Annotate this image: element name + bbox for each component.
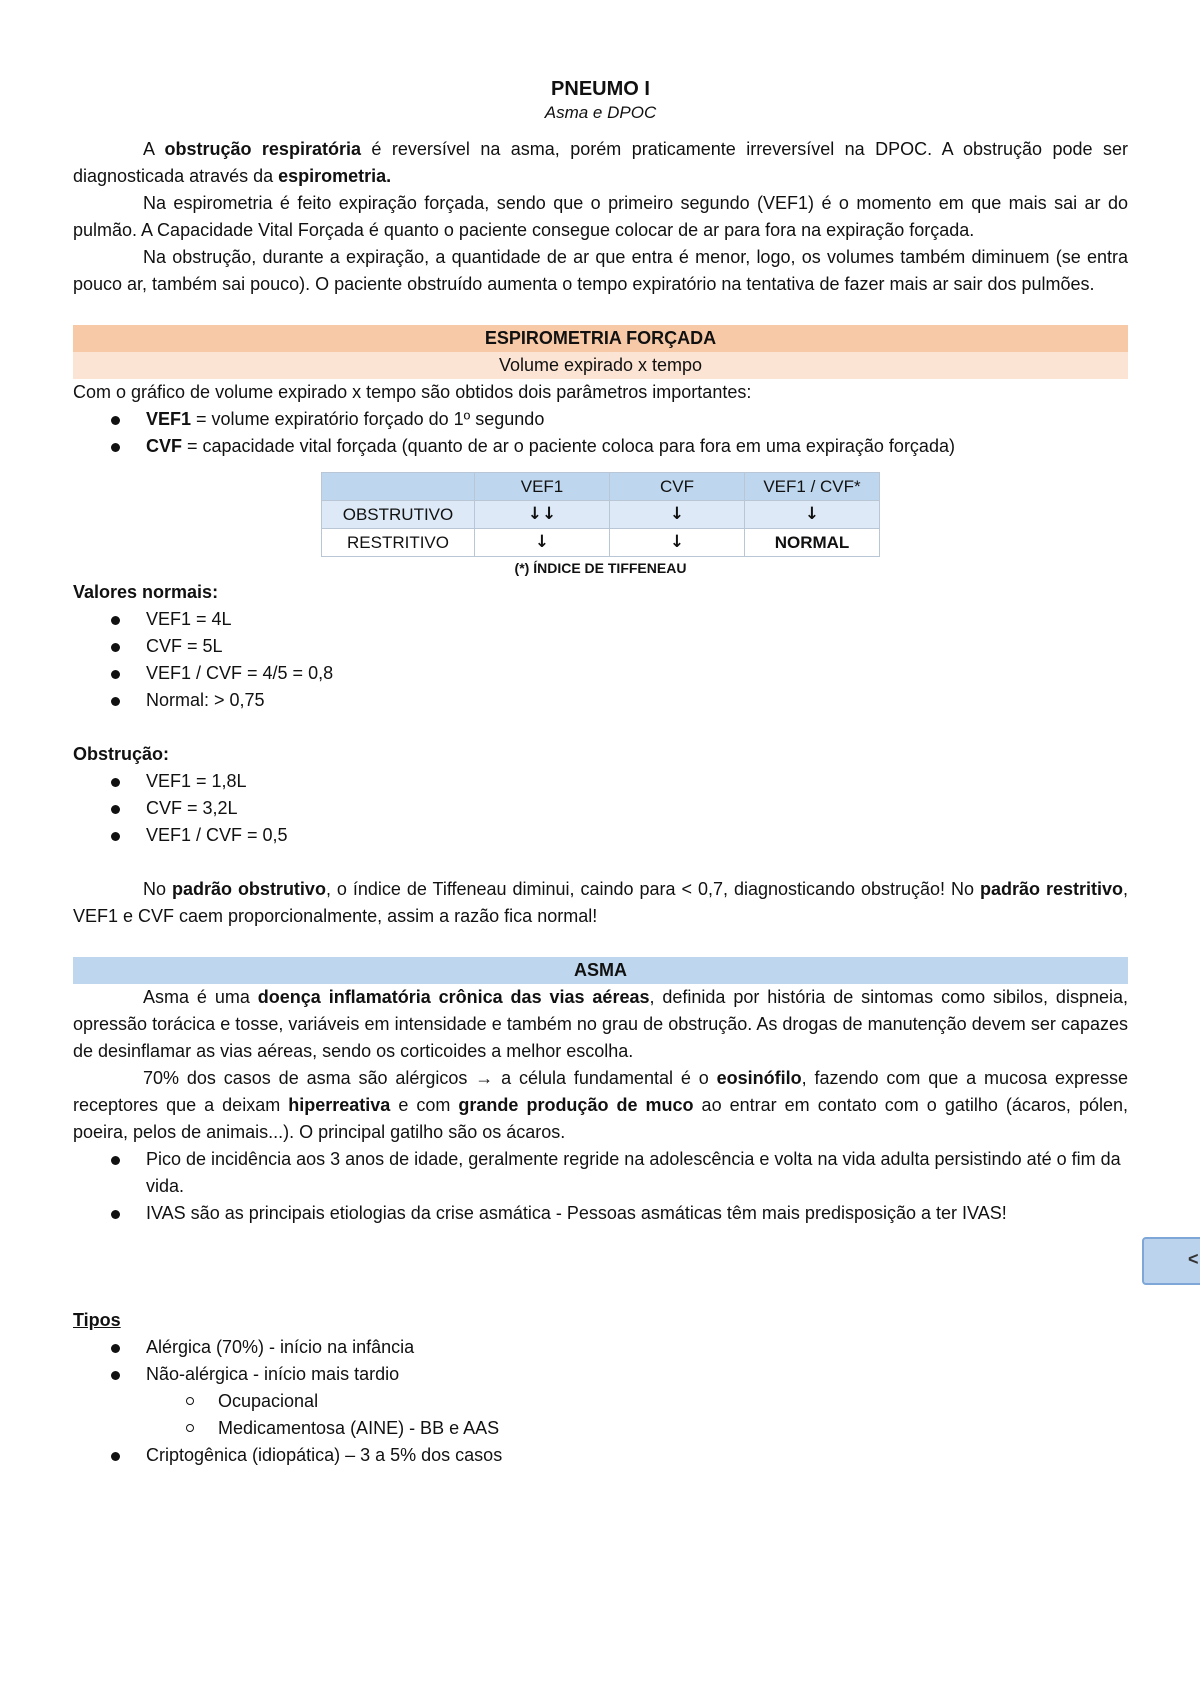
table-header-row <box>322 473 880 501</box>
bold-text: CVF <box>146 436 182 456</box>
bullet-icon <box>111 832 120 841</box>
table-cell: OBSTRUTIVO <box>322 501 475 529</box>
table-header-cell: VEF1 / CVF* <box>745 473 880 501</box>
paragraph <box>73 136 1128 190</box>
table-footnote: (*) ÍNDICE DE TIFFENEAU <box>514 560 687 576</box>
list-item <box>73 406 1128 433</box>
bullet-icon <box>111 616 120 625</box>
circle-bullet-icon <box>186 1424 194 1432</box>
list-item <box>73 660 1128 687</box>
paragraph <box>73 984 1128 1065</box>
tipos-list <box>73 1334 1128 1469</box>
list-item <box>73 1146 1128 1200</box>
bullet-icon <box>111 697 120 706</box>
bold-text: VEF1 <box>146 409 192 429</box>
side-panel-tab[interactable] <box>1142 1237 1200 1285</box>
sub-list-item <box>73 1415 1128 1442</box>
table-row <box>322 501 880 529</box>
asma-paragraphs <box>73 984 1128 1146</box>
page-subtitle: Asma e DPOC <box>544 103 657 122</box>
paragraph <box>73 244 1128 298</box>
bullet-icon <box>111 1371 120 1380</box>
text-run: 70% dos casos de asma são alérgicos → a célula fundamental é o <box>143 1068 717 1088</box>
bullet-icon <box>111 1210 120 1219</box>
list-item-text: Não-alérgica - início mais tardio <box>146 1364 400 1384</box>
bold-text: padrão obstrutivo <box>171 879 326 899</box>
section-header-espirometria: ESPIROMETRIA FORÇADA <box>73 325 1128 352</box>
list-item <box>73 433 1128 460</box>
text-run: = capacidade vital forçada (quanto de ar o paciente coloca para fora em uma expiração forçada) <box>182 436 955 456</box>
list-item-text: Ocupacional <box>218 1391 319 1411</box>
list-item-text: Pico de incidência aos 3 anos de idade, geralmente regride na adolescência e volta na vida adulta persistindo até o fim da vida. <box>146 1149 1121 1196</box>
document-page <box>73 68 1128 1469</box>
list-item-text: Alérgica (70%) - início na infância <box>146 1337 415 1357</box>
tipo-item <box>73 1334 1128 1361</box>
bullet-icon <box>111 778 120 787</box>
page-title: PNEUMO I <box>551 78 650 100</box>
text-run: é reversível na asma, porém praticamente irreversível na DPOC. A obstrução pode ser diagnosticada através da <box>73 139 1128 186</box>
sub-list <box>73 1388 1128 1442</box>
bold-text: hiperreativa <box>288 1095 391 1115</box>
bullet-icon <box>111 805 120 814</box>
bullet-icon <box>111 1452 120 1461</box>
chevron-left-icon: < <box>1188 1249 1199 1269</box>
text-run: e com <box>390 1095 459 1115</box>
espirometria-parameters-list <box>73 406 1128 460</box>
text-run: A <box>143 139 165 159</box>
table-cell: ↓ <box>475 529 610 557</box>
list-item-text: VEF1 = 4L <box>146 609 232 629</box>
table-row <box>322 529 880 557</box>
table-header-cell: VEF1 <box>475 473 610 501</box>
list-item <box>73 768 1128 795</box>
tipos-title: Tipos <box>73 1310 121 1330</box>
section-subheader-volume: Volume expirado x tempo <box>73 352 1128 379</box>
list-item-text: Normal: > 0,75 <box>146 690 265 710</box>
table-header-cell <box>322 473 475 501</box>
circle-bullet-icon <box>186 1397 194 1405</box>
text-run: , definida por história de sintomas como sibilos, dispneia, opressão torácica e tosse, variáveis em intensidade e também no grau de obstrução. As drogas de manutenção devem ser capazes de desinflamar as vias aéreas, sendo os corticoides a melhor escolha. <box>73 987 1128 1061</box>
text-run: , o índice de Tiffeneau diminui, caindo para < 0,7, diagnosticando obstrução! No <box>325 879 980 899</box>
list-item-text: Criptogênica (idiopática) – 3 a 5% dos casos <box>146 1445 503 1465</box>
bold-text: espirometria. <box>278 166 392 186</box>
bold-text: grande produção de muco <box>458 1095 694 1115</box>
spirometry-table <box>321 472 880 557</box>
bullet-icon <box>111 643 120 652</box>
list-item <box>73 1200 1128 1227</box>
list-item <box>73 687 1128 714</box>
list-item <box>73 795 1128 822</box>
bullet-icon <box>111 1344 120 1353</box>
text-run: Na espirometria é feito expiração forçada, sendo que o primeiro segundo (VEF1) é o momento em que mais sai ar do pulmão. A Capacidade Vital Forçada é quanto o paciente consegue colocar de ar para fora na expiração forçada. <box>73 193 1128 240</box>
text-run: Na obstrução, durante a expiração, a quantidade de ar que entra é menor, logo, os volumes também diminuem (se entra pouco ar, também sai pouco). O paciente obstruído aumenta o tempo expiratório na tentativa de fazer mais ar sair dos pulmões. <box>73 247 1128 294</box>
bold-text: padrão restritivo <box>979 879 1123 899</box>
list-item <box>73 633 1128 660</box>
intro-section <box>73 136 1128 298</box>
list-item <box>73 822 1128 849</box>
text-run: ao entrar em contato com o gatilho (ácaros, pólen, poeira, pelos de animais...). O principal gatilho são os ácaros. <box>73 1095 1128 1142</box>
table-cell: RESTRITIVO <box>322 529 475 557</box>
text-run: , VEF1 e CVF caem proporcionalmente, assim a razão fica normal! <box>73 879 1128 926</box>
table-cell: ↓↓ <box>475 501 610 529</box>
list-item-text: IVAS são as principais etiologias da crise asmática - Pessoas asmáticas têm mais predisposição a ter IVAS! <box>146 1203 1007 1223</box>
list-item-text: VEF1 = 1,8L <box>146 771 247 791</box>
normais-list <box>73 606 1128 714</box>
normais-title: Valores normais: <box>73 582 219 602</box>
asma-bullet-list <box>73 1146 1128 1227</box>
table-cell: NORMAL <box>745 529 880 557</box>
table-cell: ↓ <box>610 501 745 529</box>
list-item <box>73 606 1128 633</box>
text-run: = volume expiratório forçado do 1º segundo <box>191 409 545 429</box>
text-run: No <box>143 879 172 899</box>
table-header-cell: CVF <box>610 473 745 501</box>
bullet-icon <box>111 1156 120 1165</box>
paragraph <box>73 1065 1128 1146</box>
tipo-item <box>73 1442 1128 1469</box>
bold-text: doença inflamatória crônica das vias aéreas <box>257 987 650 1007</box>
bold-text: eosinófilo <box>716 1068 802 1088</box>
bold-text: obstrução respiratória <box>164 139 361 159</box>
section-header-asma: ASMA <box>73 957 1128 984</box>
espirometria-lead: Com o gráfico de volume expirado x tempo são obtidos dois parâmetros importantes: <box>73 382 752 402</box>
list-item-text: CVF = 5L <box>146 636 223 656</box>
list-item-text: VEF1 / CVF = 4/5 = 0,8 <box>146 663 334 683</box>
bullet-icon <box>111 416 120 425</box>
tipo-item <box>73 1361 1128 1442</box>
list-item-text: VEF1 / CVF = 0,5 <box>146 825 288 845</box>
list-item-text: Medicamentosa (AINE) - BB e AAS <box>218 1418 500 1438</box>
table-cell: ↓ <box>610 529 745 557</box>
espirometria-conclusion <box>73 876 1128 930</box>
obstrucao-title: Obstrução: <box>73 744 170 764</box>
list-item-text: CVF = 3,2L <box>146 798 238 818</box>
obstrucao-list <box>73 768 1128 849</box>
table-cell: ↓ <box>745 501 880 529</box>
text-run: , fazendo com que a mucosa expresse receptores que a deixam <box>73 1068 1128 1115</box>
bullet-icon <box>111 443 120 452</box>
sub-list-item <box>73 1388 1128 1415</box>
text-run: Asma é uma <box>143 987 258 1007</box>
bullet-icon <box>111 670 120 679</box>
paragraph <box>73 190 1128 244</box>
